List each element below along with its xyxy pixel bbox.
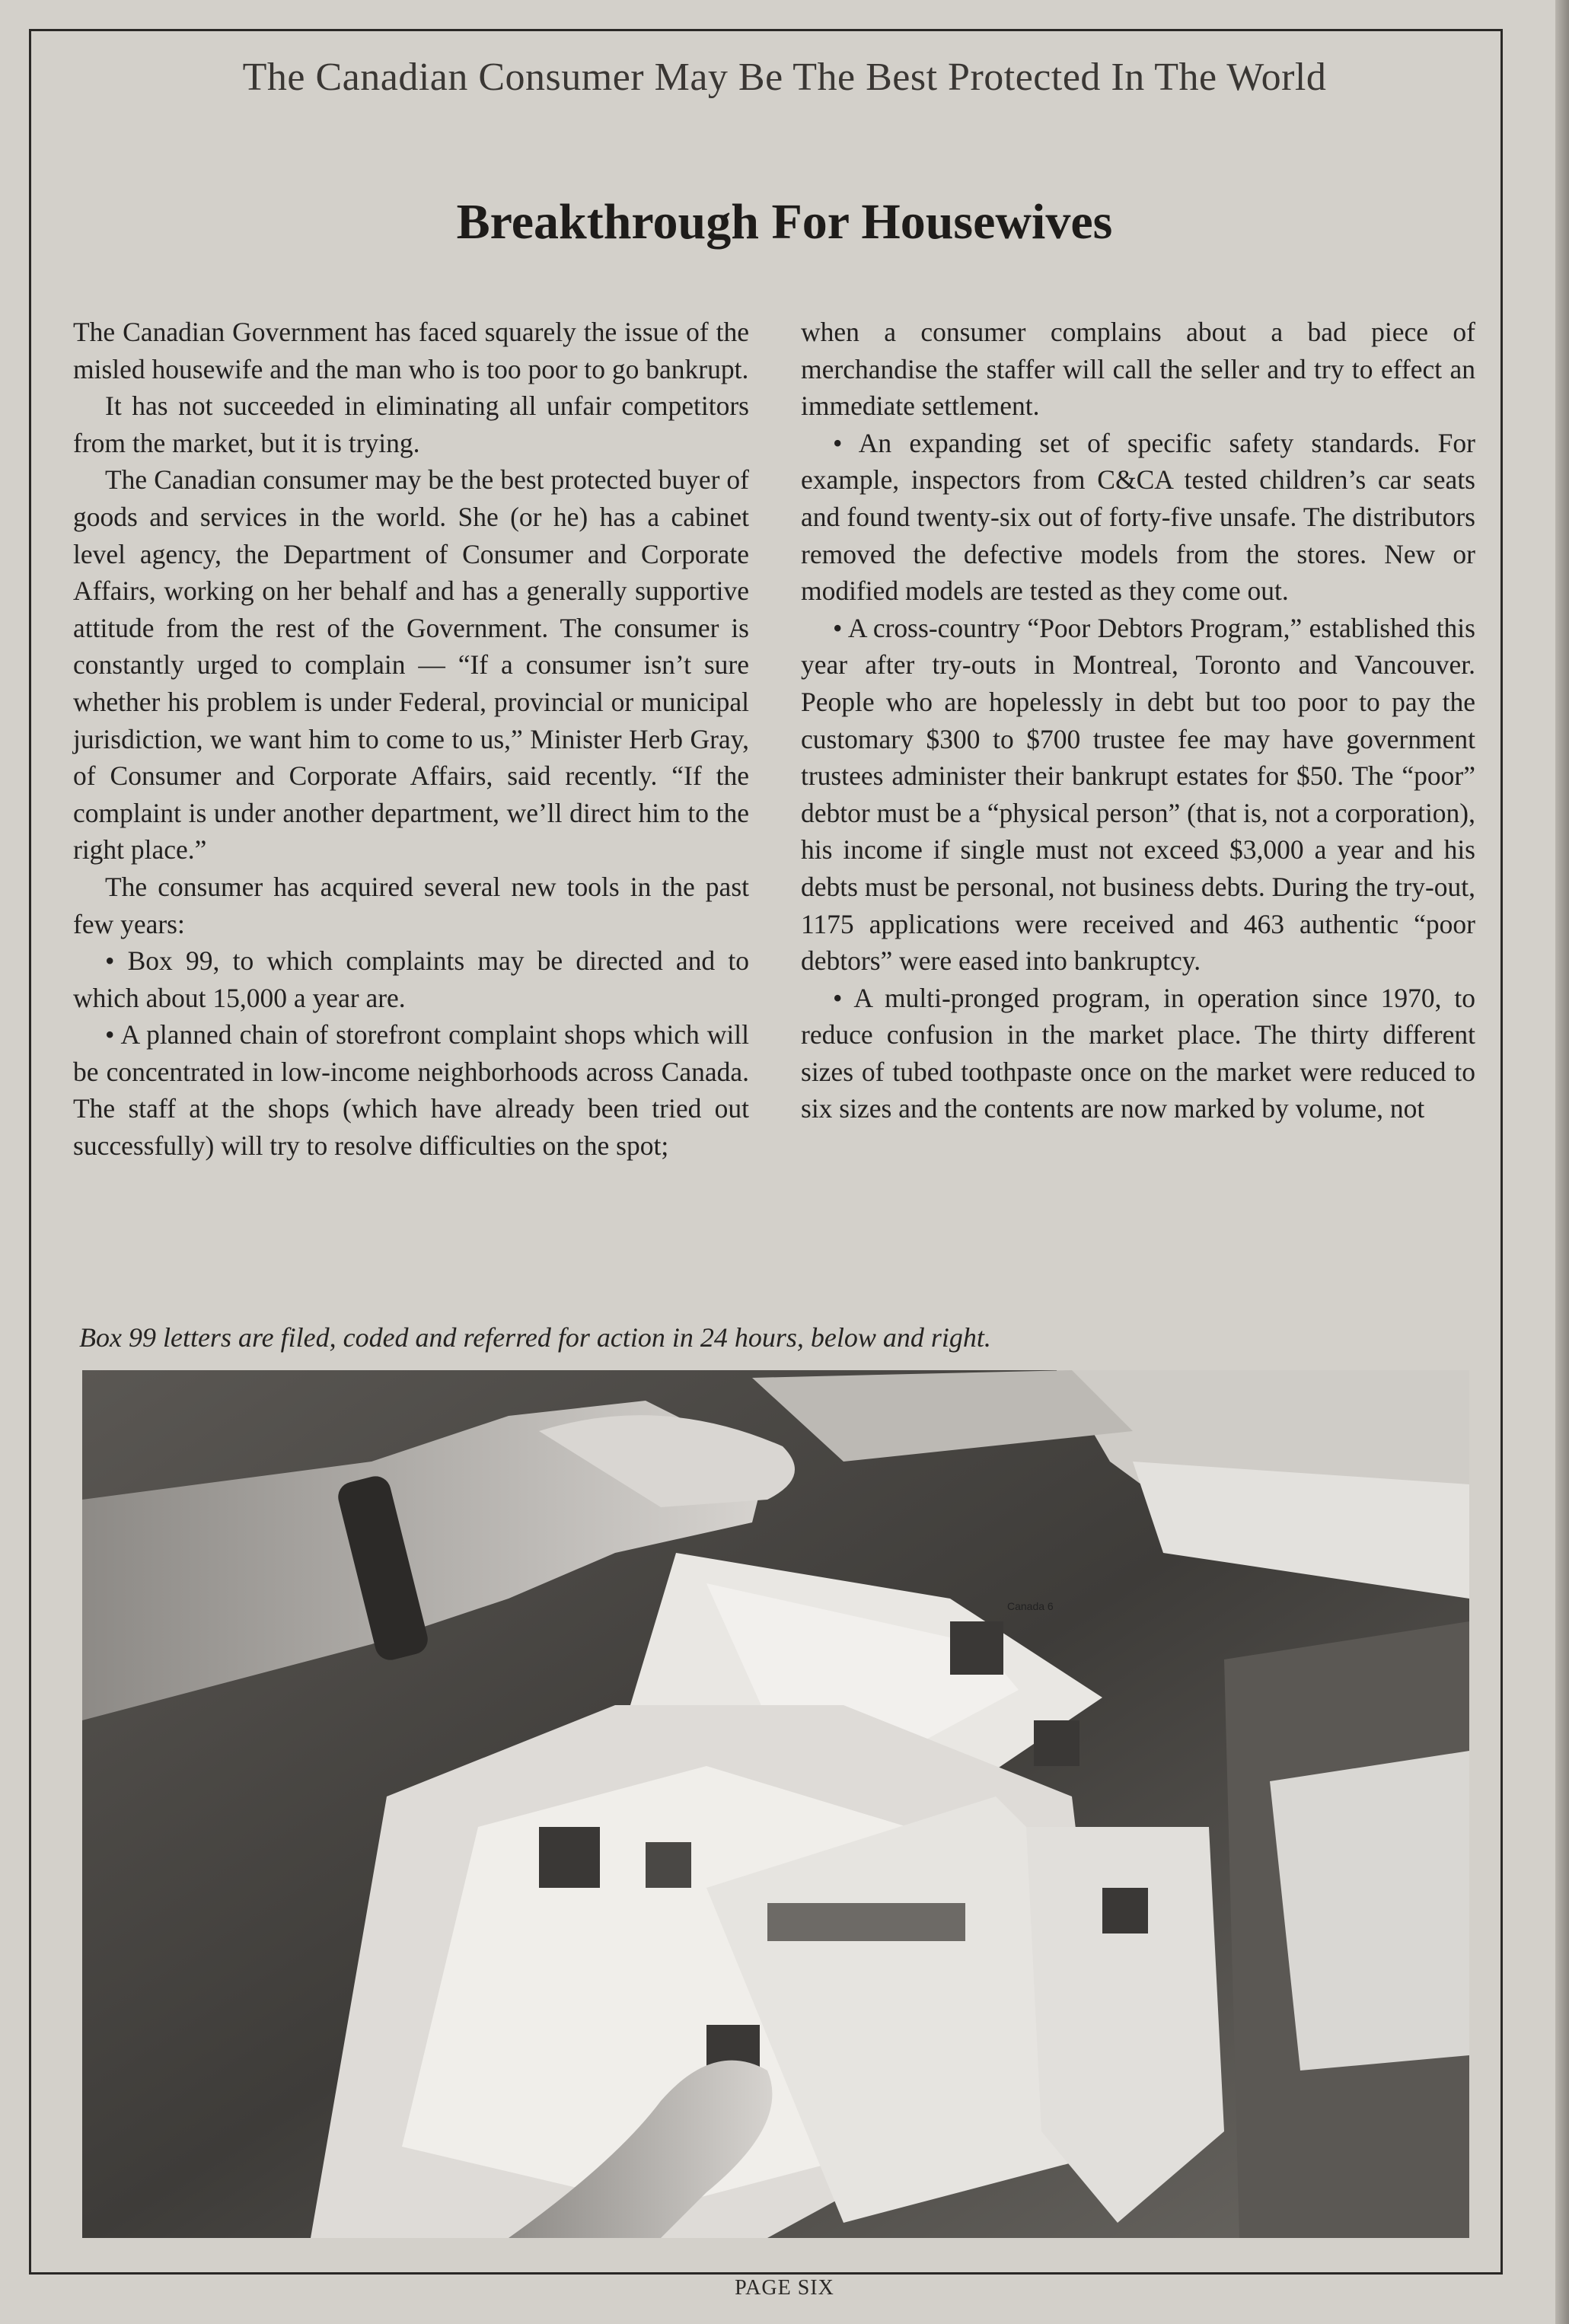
article-column-right: [801, 314, 1475, 1127]
paragraph: when a consumer complains about a bad piece of merchandise the staffer will call the seller and try to effect an immediate settlement.: [801, 317, 1475, 422]
page-edge-shadow: [1555, 0, 1569, 2324]
photo-caption: Box 99 letters are filed, coded and referred for action in 24 hours, below and right.: [79, 1322, 991, 1353]
photo-hands-with-letters: [82, 1370, 1469, 2238]
article-headline: Breakthrough For Housewives: [456, 194, 1113, 250]
photo-illustration: [82, 1370, 1469, 2238]
page-number: PAGE SIX: [735, 2276, 834, 2300]
running-head: The Canadian Consumer May Be The Best Protected In The World: [242, 56, 1327, 99]
bullet-item: • A multi-pronged program, in operation since 1970, to reduce confusion in the market place. The thirty different sizes of tubed toothpaste once on the market were reduced to six sizes and the contents are now marked by volume, not: [801, 982, 1475, 1124]
bullet-item: • A cross-country “Poor Debtors Program,” established this year after try-outs in Montreal, Toronto and Vancouver. People who are hopelessly in debt but too poor to pay the customary $300 to $700 trustee fee may have government trustees administer their bankrupt estates for $50. The “poor” debtor must be a “physical person” (that is, not a corporation), his income if single must not exceed $3,000 a year and his debts must be personal, not business debts. During the try-out, 1175 applications were received and 463 authentic “poor debtors” were eased into bankruptcy.: [801, 612, 1475, 977]
paragraph: The Canadian Government has faced squarely the issue of the misled housewife and the man who is too poor to go bankrupt.: [73, 317, 749, 384]
paragraph: It has not succeeded in eliminating all unfair competitors from the market, but it is trying.: [73, 391, 749, 458]
bullet-item: • An expanding set of specific safety standards. For example, inspectors from C&CA tested children’s car seats and found twenty-six out of forty-five unsafe. The distributors removed the defective models from the stores. New or modified models are tested as they come out.: [801, 427, 1475, 607]
paragraph: The Canadian consumer may be the best protected buyer of goods and services in the world. She (or he) has a cabinet level agency, the Department of Consumer and Corporate Affairs, working on her behalf and has a generally supportive attitude from the rest of the Government. The consumer is constantly urged to complain — “If a consumer isn’t sure whether his problem is under Federal, provincial or municipal jurisdiction, we want him to come to us,” Minister Herb Gray, of Consumer and Corporate Affairs, said recently. “If the complaint is under another department, we’ll direct him to the right place.”: [73, 464, 749, 866]
paragraph: The consumer has acquired several new tools in the past few years:: [73, 871, 749, 939]
article-column-left: [73, 314, 749, 1165]
bullet-item: • Box 99, to which complaints may be directed and to which about 15,000 a year are.: [73, 945, 749, 1013]
bullet-item: • A planned chain of storefront complaint shops which will be concentrated in low-income neighborhoods across Canada. The staff at the shops (which have already been tried out successfully) will try to resolve difficulties on the spot;: [73, 1019, 749, 1162]
stamp-label: Canada 6: [1007, 1600, 1054, 1612]
